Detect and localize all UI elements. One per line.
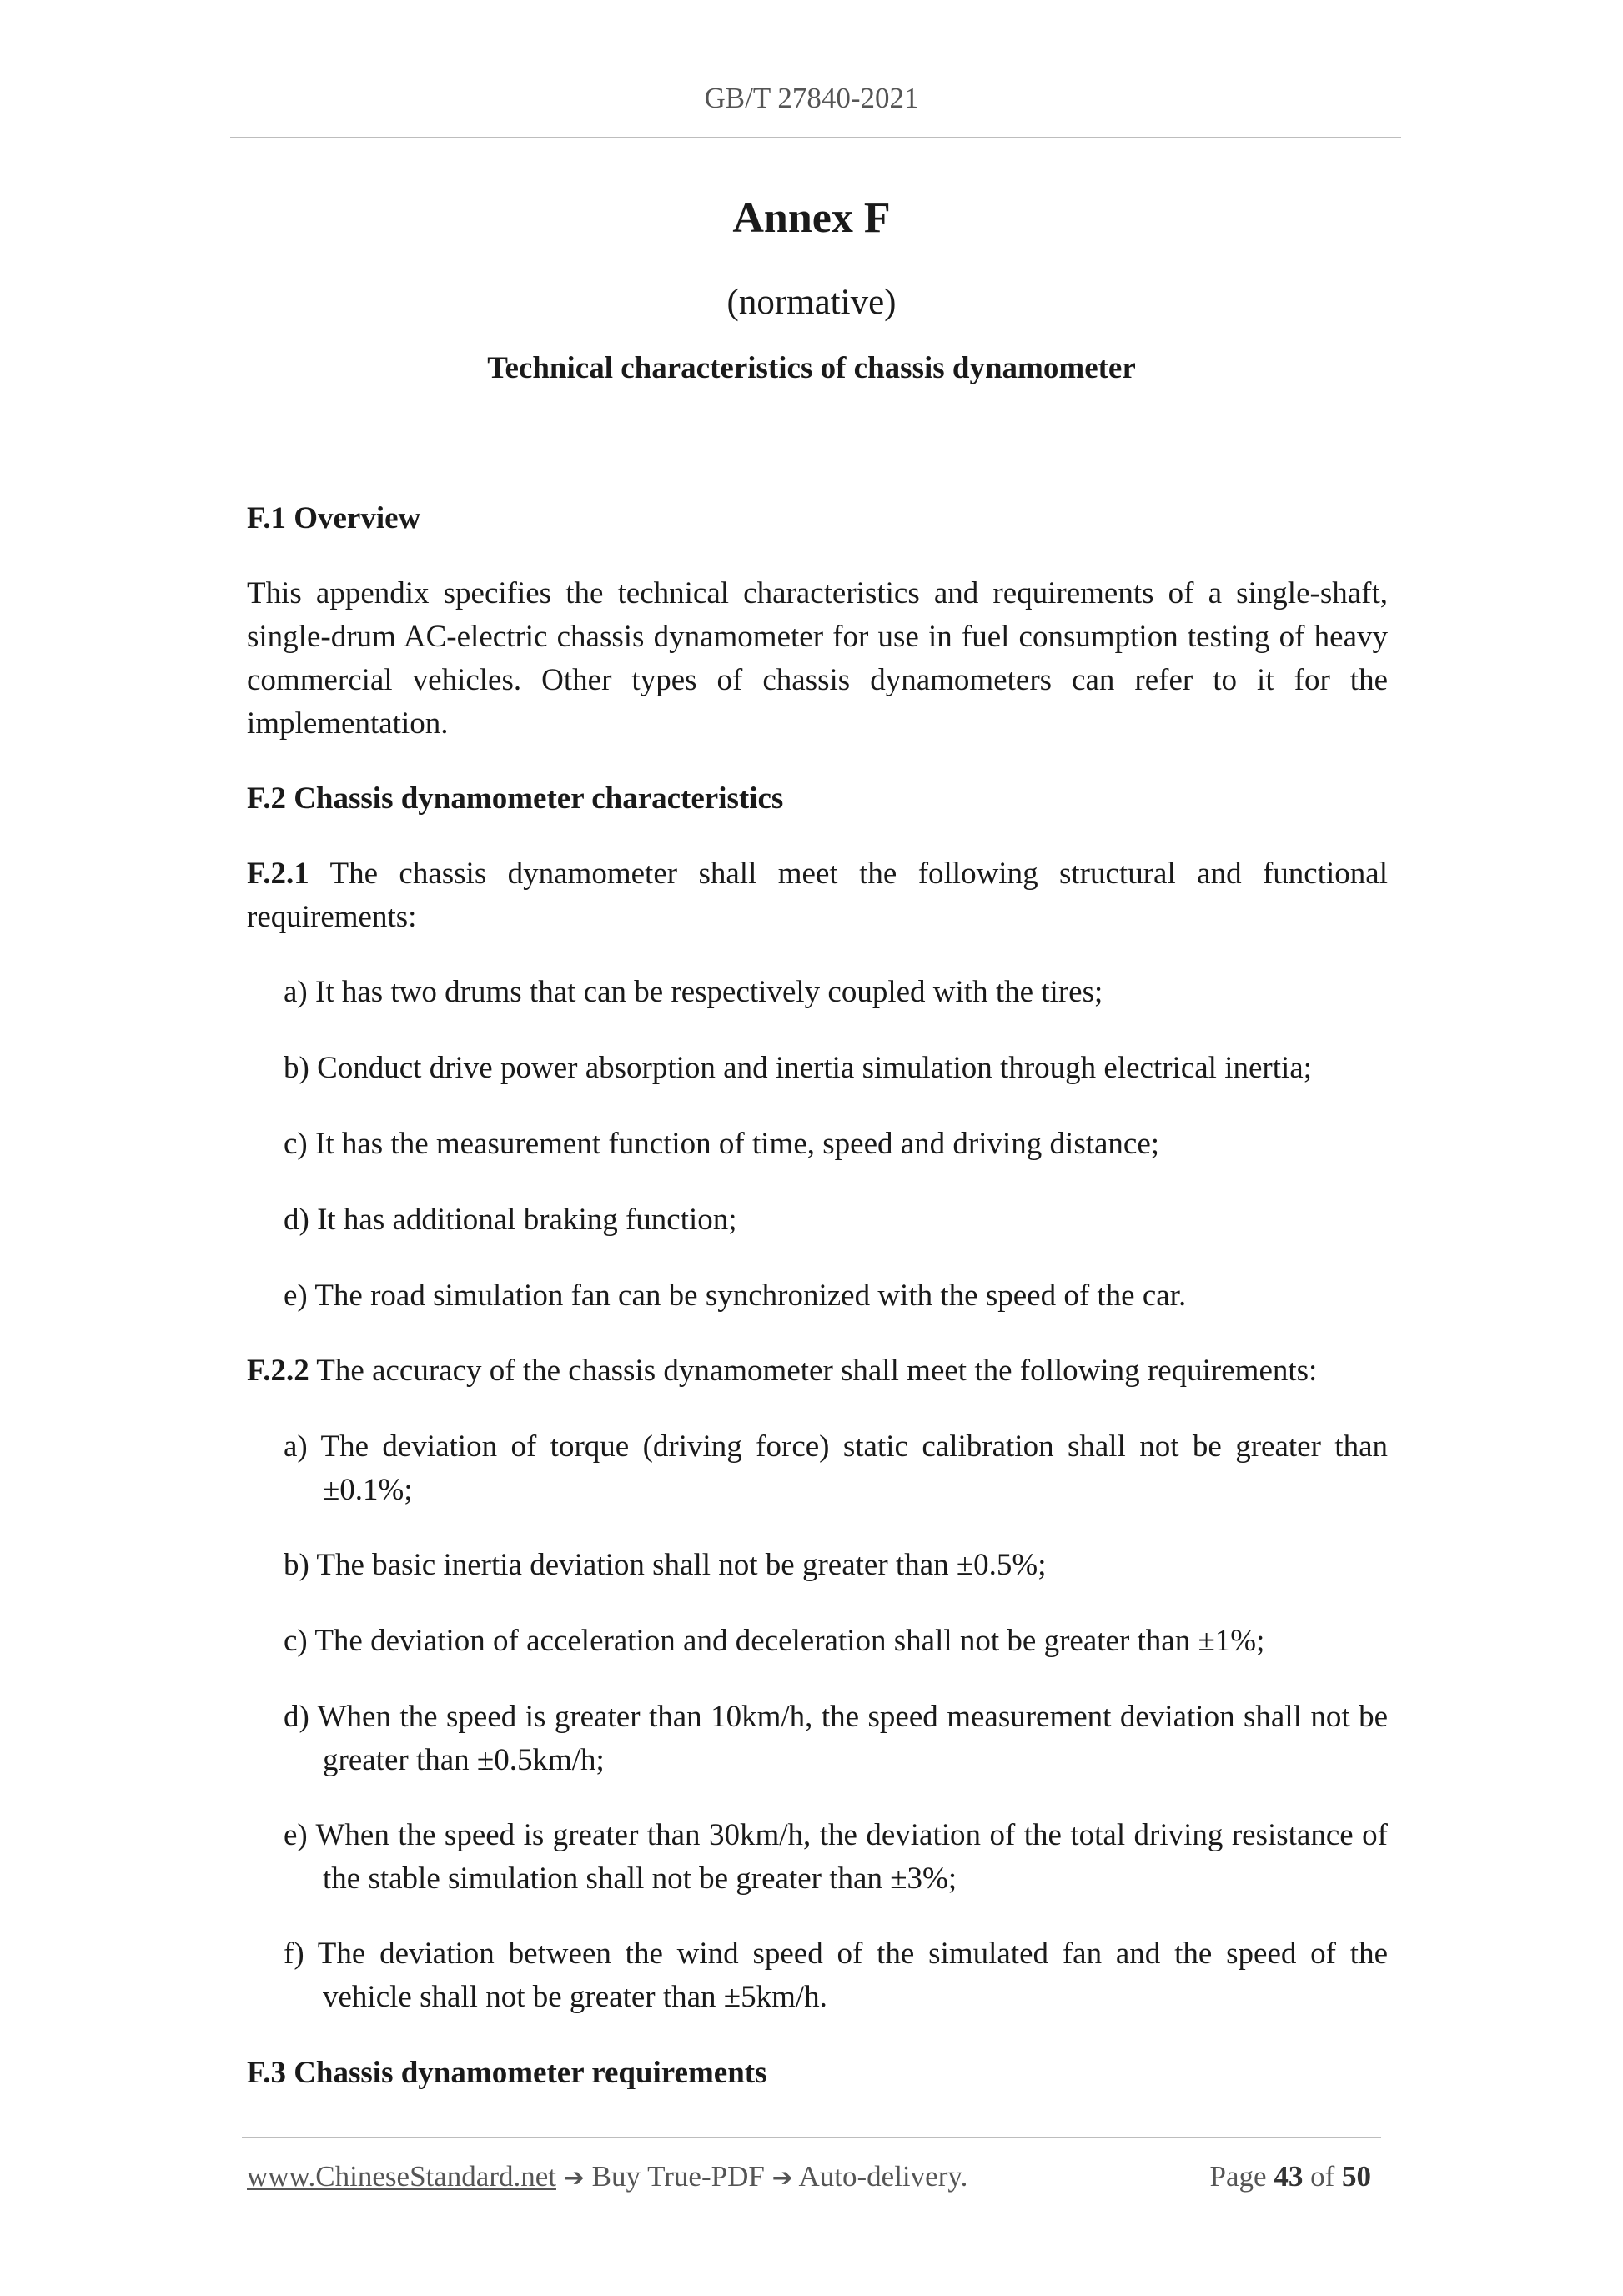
footer-divider (242, 2137, 1381, 2138)
clause-f2-2 (247, 1349, 1388, 1393)
website-link[interactable]: www.ChineseStandard.net (247, 2160, 556, 2193)
list-item: b) Conduct drive power absorption and inertia simulation through electrical inertia; (284, 1051, 1312, 1085)
page-of: of (1310, 2160, 1335, 2193)
footer-delivery-text: Auto-delivery. (792, 2160, 968, 2193)
page-header-standard-code: GB/T 27840-2021 (704, 82, 919, 114)
list-item: d) When the speed is greater than 10km/h, the speed measurement deviation shall not be greater than ±0.5km/h; (284, 1700, 1388, 1777)
list-item: e) The road simulation fan can be synchronized with the speed of the car. (284, 1279, 1187, 1313)
page-number (1210, 2160, 1371, 2193)
clause-number: F.2.1 (247, 857, 309, 891)
clause-f2-1 (247, 852, 1388, 939)
list-item: d) It has additional braking function; (284, 1203, 737, 1237)
arrow-right-icon: ➔ (771, 2163, 793, 2193)
list-item: f) The deviation between the wind speed of the simulated fan and the speed of the vehicle shall not be greater than ±5km/h. (284, 1937, 1388, 2014)
list-item: a) The deviation of torque (driving force) static calibration shall not be greater than ±0.1%; (284, 1429, 1388, 1507)
header-divider (230, 137, 1401, 138)
annex-title: Annex F (732, 194, 891, 242)
footer-promo (247, 2160, 967, 2193)
annex-status: (normative) (726, 283, 897, 322)
clause-text: The accuracy of the chassis dynamometer shall meet the following requirements: (309, 1354, 1318, 1388)
page-current: 43 (1274, 2160, 1304, 2193)
clause-text: The chassis dynamometer shall meet the following structural and functional requirements: (247, 857, 1388, 934)
list-item: c) It has the measurement function of time, speed and driving distance; (284, 1127, 1160, 1161)
list-item: a) It has two drums that can be respectively coupled with the tires; (284, 975, 1103, 1009)
annex-caption: Technical characteristics of chassis dynamometer (487, 351, 1136, 385)
arrow-right-icon: ➔ (563, 2163, 585, 2193)
section-heading-f3: F.3 Chassis dynamometer requirements (247, 2056, 767, 2090)
page-word: Page (1209, 2160, 1267, 2193)
section-heading-f2: F.2 Chassis dynamometer characteristics (247, 781, 784, 816)
footer-buy-text: Buy True-PDF (584, 2160, 772, 2193)
list-item: e) When the speed is greater than 30km/h, the deviation of the total driving resistance of the stable simulation shall not be greater than ±3%; (284, 1818, 1388, 1896)
list-item: b) The basic inertia deviation shall not be greater than ±0.5%; (284, 1548, 1047, 1582)
clause-number: F.2.2 (247, 1354, 309, 1388)
section-f1-paragraph: This appendix specifies the technical characteristics and requirements of a single-shaft, single-drum AC-electric chassis dynamometer for use in fuel consumption testing of heavy commercial vehicles. Other types of chassis dynamometers can refer to it for the implementation. (247, 576, 1388, 741)
section-heading-f1: F.1 Overview (247, 501, 421, 535)
list-item: c) The deviation of acceleration and deceleration shall not be greater than ±1%; (284, 1624, 1265, 1658)
page-total: 50 (1342, 2160, 1371, 2193)
